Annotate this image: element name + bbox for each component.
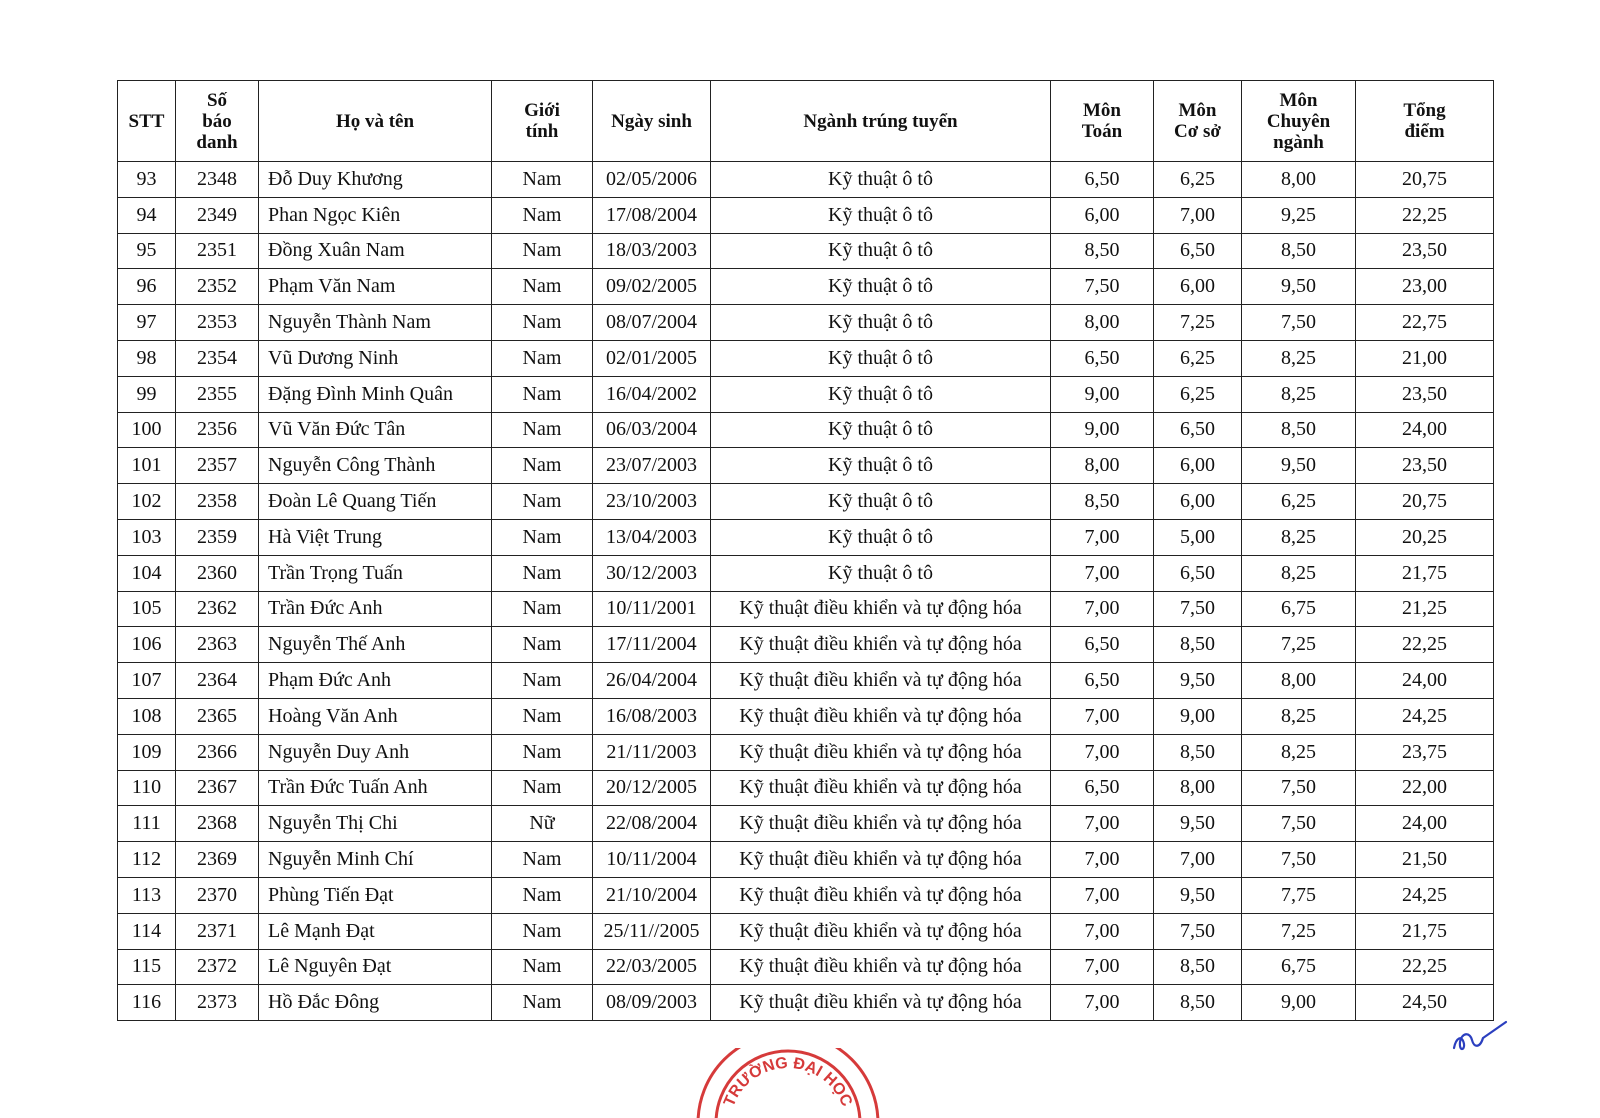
cell-stt: 110 [118,770,176,806]
cell-dob: 26/04/2004 [593,663,711,699]
cell-special: 8,25 [1242,376,1356,412]
cell-dob: 10/11/2004 [593,842,711,878]
cell-special: 9,50 [1242,269,1356,305]
cell-name: Lê Nguyên Đạt [259,949,492,985]
cell-special: 7,75 [1242,877,1356,913]
stamp-text: TRƯỜNG ĐẠI HỌC [720,1054,856,1110]
cell-major: Kỹ thuật ô tô [711,412,1051,448]
cell-name: Lê Mạnh Đạt [259,913,492,949]
handwritten-signature [1450,1018,1510,1058]
cell-sbd: 2365 [176,698,259,734]
cell-dob: 18/03/2003 [593,233,711,269]
cell-stt: 106 [118,627,176,663]
cell-total: 23,75 [1356,734,1494,770]
cell-major: Kỹ thuật điều khiển và tự động hóa [711,734,1051,770]
cell-major: Kỹ thuật ô tô [711,269,1051,305]
cell-stt: 113 [118,877,176,913]
cell-stt: 93 [118,162,176,198]
cell-math: 6,00 [1051,197,1154,233]
table-row [118,162,1494,198]
cell-gender: Nam [492,269,593,305]
cell-name: Phan Ngọc Kiên [259,197,492,233]
cell-total: 20,75 [1356,484,1494,520]
cell-sbd: 2372 [176,949,259,985]
cell-sbd: 2348 [176,162,259,198]
cell-major: Kỹ thuật ô tô [711,233,1051,269]
table-row [118,305,1494,341]
cell-total: 23,50 [1356,376,1494,412]
dob-header: Ngày sinh [593,81,711,162]
cell-sbd: 2369 [176,842,259,878]
cell-base: 7,25 [1154,305,1242,341]
cell-base: 8,50 [1154,734,1242,770]
cell-base: 8,50 [1154,627,1242,663]
cell-name: Vũ Dương Ninh [259,340,492,376]
cell-stt: 101 [118,448,176,484]
cell-special: 8,25 [1242,555,1356,591]
cell-math: 8,00 [1051,448,1154,484]
cell-math: 7,00 [1051,913,1154,949]
cell-name: Nguyễn Thế Anh [259,627,492,663]
cell-sbd: 2357 [176,448,259,484]
cell-math: 6,50 [1051,663,1154,699]
cell-dob: 22/03/2005 [593,949,711,985]
cell-name: Nguyễn Công Thành [259,448,492,484]
cell-total: 22,25 [1356,627,1494,663]
cell-name: Hà Việt Trung [259,519,492,555]
cell-special: 8,00 [1242,162,1356,198]
cell-special: 7,50 [1242,305,1356,341]
cell-total: 22,75 [1356,305,1494,341]
cell-stt: 98 [118,340,176,376]
base-header: Môn Cơ sở [1154,81,1242,162]
cell-gender: Nam [492,340,593,376]
cell-dob: 08/07/2004 [593,305,711,341]
cell-stt: 102 [118,484,176,520]
cell-gender: Nam [492,949,593,985]
table-row [118,591,1494,627]
major-header: Ngành trúng tuyển [711,81,1051,162]
cell-name: Nguyễn Thành Nam [259,305,492,341]
admission-results-table [117,80,1494,1021]
cell-dob: 02/01/2005 [593,340,711,376]
cell-major: Kỹ thuật ô tô [711,555,1051,591]
cell-name: Trần Trọng Tuấn [259,555,492,591]
cell-major: Kỹ thuật điều khiển và tự động hóa [711,770,1051,806]
cell-special: 9,25 [1242,197,1356,233]
cell-dob: 02/05/2006 [593,162,711,198]
cell-special: 8,25 [1242,340,1356,376]
cell-base: 8,50 [1154,985,1242,1021]
cell-total: 21,75 [1356,913,1494,949]
table-row [118,269,1494,305]
cell-gender: Nam [492,519,593,555]
table-row [118,197,1494,233]
cell-special: 6,75 [1242,949,1356,985]
table-header-row [118,81,1494,162]
cell-dob: 08/09/2003 [593,985,711,1021]
cell-gender: Nam [492,197,593,233]
cell-major: Kỹ thuật điều khiển và tự động hóa [711,663,1051,699]
cell-base: 8,50 [1154,949,1242,985]
cell-math: 7,00 [1051,591,1154,627]
cell-math: 6,50 [1051,162,1154,198]
cell-total: 22,00 [1356,770,1494,806]
special-header: Môn Chuyên ngành [1242,81,1356,162]
cell-stt: 94 [118,197,176,233]
table-row [118,448,1494,484]
cell-special: 7,50 [1242,842,1356,878]
cell-math: 7,00 [1051,555,1154,591]
cell-stt: 97 [118,305,176,341]
cell-base: 7,50 [1154,591,1242,627]
cell-special: 7,25 [1242,913,1356,949]
cell-sbd: 2355 [176,376,259,412]
table-row [118,877,1494,913]
cell-special: 8,50 [1242,412,1356,448]
cell-sbd: 2358 [176,484,259,520]
cell-gender: Nam [492,376,593,412]
cell-base: 5,00 [1154,519,1242,555]
cell-total: 24,00 [1356,663,1494,699]
cell-sbd: 2367 [176,770,259,806]
cell-base: 6,25 [1154,162,1242,198]
cell-gender: Nam [492,412,593,448]
cell-special: 8,50 [1242,233,1356,269]
cell-gender: Nam [492,162,593,198]
cell-stt: 100 [118,412,176,448]
cell-special: 8,25 [1242,519,1356,555]
cell-special: 6,25 [1242,484,1356,520]
cell-stt: 105 [118,591,176,627]
cell-dob: 23/10/2003 [593,484,711,520]
cell-math: 8,00 [1051,305,1154,341]
cell-major: Kỹ thuật điều khiển và tự động hóa [711,806,1051,842]
cell-gender: Nam [492,842,593,878]
cell-dob: 20/12/2005 [593,770,711,806]
cell-total: 21,25 [1356,591,1494,627]
table-row [118,806,1494,842]
cell-name: Phạm Văn Nam [259,269,492,305]
cell-gender: Nam [492,913,593,949]
cell-name: Trần Đức Anh [259,591,492,627]
cell-gender: Nam [492,770,593,806]
cell-base: 6,00 [1154,448,1242,484]
cell-sbd: 2363 [176,627,259,663]
cell-math: 7,00 [1051,698,1154,734]
cell-stt: 107 [118,663,176,699]
cell-base: 9,50 [1154,663,1242,699]
cell-name: Đỗ Duy Khương [259,162,492,198]
cell-major: Kỹ thuật điều khiển và tự động hóa [711,949,1051,985]
cell-total: 22,25 [1356,949,1494,985]
cell-total: 21,00 [1356,340,1494,376]
cell-major: Kỹ thuật điều khiển và tự động hóa [711,985,1051,1021]
cell-stt: 99 [118,376,176,412]
cell-name: Nguyễn Thị Chi [259,806,492,842]
cell-math: 7,00 [1051,842,1154,878]
cell-sbd: 2356 [176,412,259,448]
cell-major: Kỹ thuật ô tô [711,340,1051,376]
cell-dob: 16/04/2002 [593,376,711,412]
cell-sbd: 2360 [176,555,259,591]
sbd-header: Số báo danh [176,81,259,162]
cell-total: 20,25 [1356,519,1494,555]
cell-base: 7,50 [1154,913,1242,949]
table-row [118,663,1494,699]
cell-sbd: 2373 [176,985,259,1021]
cell-major: Kỹ thuật điều khiển và tự động hóa [711,627,1051,663]
cell-special: 6,75 [1242,591,1356,627]
cell-base: 6,25 [1154,376,1242,412]
cell-total: 21,50 [1356,842,1494,878]
cell-dob: 23/07/2003 [593,448,711,484]
table-row [118,770,1494,806]
cell-dob: 30/12/2003 [593,555,711,591]
cell-gender: Nam [492,627,593,663]
cell-stt: 115 [118,949,176,985]
cell-stt: 109 [118,734,176,770]
cell-major: Kỹ thuật điều khiển và tự động hóa [711,913,1051,949]
cell-sbd: 2353 [176,305,259,341]
cell-special: 9,50 [1242,448,1356,484]
cell-name: Nguyễn Minh Chí [259,842,492,878]
cell-gender: Nam [492,985,593,1021]
cell-total: 23,00 [1356,269,1494,305]
total-header: Tổng điểm [1356,81,1494,162]
cell-name: Phùng Tiến Đạt [259,877,492,913]
cell-dob: 13/04/2003 [593,519,711,555]
cell-math: 7,00 [1051,877,1154,913]
cell-sbd: 2352 [176,269,259,305]
cell-special: 9,00 [1242,985,1356,1021]
cell-base: 6,00 [1154,269,1242,305]
cell-name: Đoàn Lê Quang Tiến [259,484,492,520]
cell-gender: Nam [492,734,593,770]
cell-math: 6,50 [1051,340,1154,376]
cell-math: 7,00 [1051,985,1154,1021]
table-row [118,233,1494,269]
cell-base: 8,00 [1154,770,1242,806]
cell-name: Đồng Xuân Nam [259,233,492,269]
cell-stt: 111 [118,806,176,842]
cell-sbd: 2370 [176,877,259,913]
table-row [118,519,1494,555]
cell-name: Hoàng Văn Anh [259,698,492,734]
cell-math: 7,00 [1051,806,1154,842]
cell-total: 20,75 [1356,162,1494,198]
cell-stt: 108 [118,698,176,734]
official-stamp [688,1048,888,1118]
cell-total: 24,25 [1356,698,1494,734]
cell-gender: Nam [492,698,593,734]
cell-name: Hồ Đắc Đông [259,985,492,1021]
cell-stt: 103 [118,519,176,555]
cell-total: 24,25 [1356,877,1494,913]
cell-major: Kỹ thuật điều khiển và tự động hóa [711,698,1051,734]
cell-math: 8,50 [1051,233,1154,269]
math-header: Môn Toán [1051,81,1154,162]
cell-name: Vũ Văn Đức Tân [259,412,492,448]
cell-major: Kỹ thuật điều khiển và tự động hóa [711,591,1051,627]
cell-stt: 96 [118,269,176,305]
cell-math: 9,00 [1051,412,1154,448]
cell-major: Kỹ thuật ô tô [711,376,1051,412]
cell-sbd: 2362 [176,591,259,627]
cell-dob: 21/10/2004 [593,877,711,913]
name-header: Họ và tên [259,81,492,162]
cell-major: Kỹ thuật điều khiển và tự động hóa [711,877,1051,913]
cell-math: 7,00 [1051,519,1154,555]
cell-gender: Nam [492,663,593,699]
table-row [118,698,1494,734]
cell-gender: Nam [492,591,593,627]
cell-stt: 114 [118,913,176,949]
cell-dob: 17/11/2004 [593,627,711,663]
cell-special: 8,25 [1242,698,1356,734]
cell-math: 7,50 [1051,269,1154,305]
cell-base: 7,00 [1154,842,1242,878]
cell-dob: 09/02/2005 [593,269,711,305]
cell-base: 6,50 [1154,555,1242,591]
cell-total: 24,00 [1356,806,1494,842]
cell-name: Phạm Đức Anh [259,663,492,699]
cell-sbd: 2354 [176,340,259,376]
cell-sbd: 2351 [176,233,259,269]
table-row [118,484,1494,520]
cell-name: Trần Đức Tuấn Anh [259,770,492,806]
gender-header: Giới tính [492,81,593,162]
cell-stt: 95 [118,233,176,269]
cell-stt: 104 [118,555,176,591]
cell-dob: 25/11//2005 [593,913,711,949]
cell-major: Kỹ thuật ô tô [711,305,1051,341]
cell-math: 6,50 [1051,770,1154,806]
cell-dob: 10/11/2001 [593,591,711,627]
cell-dob: 17/08/2004 [593,197,711,233]
cell-dob: 22/08/2004 [593,806,711,842]
cell-sbd: 2364 [176,663,259,699]
cell-base: 9,50 [1154,877,1242,913]
cell-name: Nguyễn Duy Anh [259,734,492,770]
cell-total: 21,75 [1356,555,1494,591]
cell-dob: 06/03/2004 [593,412,711,448]
cell-gender: Nam [492,877,593,913]
cell-gender: Nam [492,448,593,484]
cell-major: Kỹ thuật ô tô [711,484,1051,520]
cell-base: 9,00 [1154,698,1242,734]
cell-special: 8,00 [1242,663,1356,699]
table-row [118,627,1494,663]
cell-gender: Nam [492,484,593,520]
cell-total: 23,50 [1356,233,1494,269]
cell-total: 23,50 [1356,448,1494,484]
table-row [118,340,1494,376]
table-row [118,376,1494,412]
cell-gender: Nam [492,233,593,269]
cell-base: 6,00 [1154,484,1242,520]
cell-sbd: 2359 [176,519,259,555]
cell-special: 7,25 [1242,627,1356,663]
table-body [118,162,1494,1021]
cell-math: 7,00 [1051,949,1154,985]
cell-dob: 16/08/2003 [593,698,711,734]
cell-special: 7,50 [1242,770,1356,806]
cell-gender: Nam [492,305,593,341]
cell-major: Kỹ thuật điều khiển và tự động hóa [711,842,1051,878]
cell-base: 7,00 [1154,197,1242,233]
cell-stt: 116 [118,985,176,1021]
stt-header: STT [118,81,176,162]
cell-sbd: 2368 [176,806,259,842]
cell-gender: Nam [492,555,593,591]
cell-major: Kỹ thuật ô tô [711,519,1051,555]
cell-gender: Nữ [492,806,593,842]
table-row [118,734,1494,770]
cell-base: 6,25 [1154,340,1242,376]
cell-major: Kỹ thuật ô tô [711,448,1051,484]
table-row [118,842,1494,878]
cell-dob: 21/11/2003 [593,734,711,770]
cell-total: 24,00 [1356,412,1494,448]
cell-name: Đặng Đình Minh Quân [259,376,492,412]
cell-base: 6,50 [1154,233,1242,269]
cell-math: 6,50 [1051,627,1154,663]
cell-base: 6,50 [1154,412,1242,448]
cell-sbd: 2371 [176,913,259,949]
table-row [118,913,1494,949]
cell-math: 8,50 [1051,484,1154,520]
cell-sbd: 2366 [176,734,259,770]
table-row [118,985,1494,1021]
cell-total: 22,25 [1356,197,1494,233]
cell-special: 7,50 [1242,806,1356,842]
table-row [118,949,1494,985]
cell-sbd: 2349 [176,197,259,233]
table-row [118,412,1494,448]
cell-stt: 112 [118,842,176,878]
cell-base: 9,50 [1154,806,1242,842]
table-row [118,555,1494,591]
cell-total: 24,50 [1356,985,1494,1021]
cell-major: Kỹ thuật ô tô [711,162,1051,198]
cell-math: 7,00 [1051,734,1154,770]
cell-math: 9,00 [1051,376,1154,412]
cell-special: 8,25 [1242,734,1356,770]
cell-major: Kỹ thuật ô tô [711,197,1051,233]
